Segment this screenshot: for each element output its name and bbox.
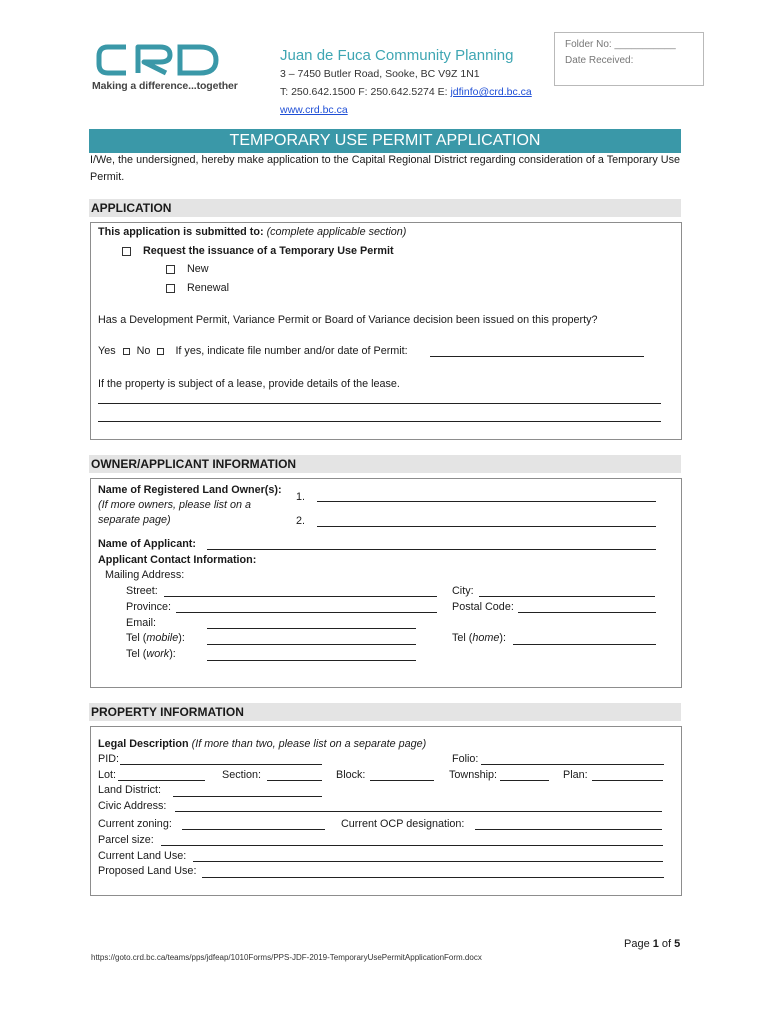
intro-text: I/We, the undersigned, hereby make application to the Capital Regional District regarding consideration of a Temporary Use Permit. — [90, 154, 680, 183]
address-line: 3 – 7450 Butler Road, Sooke, BC V9Z 1N1 — [280, 68, 480, 80]
postal-label: Postal Code: — [452, 601, 514, 613]
pid-label: PID: — [98, 753, 119, 765]
phone-fax: T: 250.642.1500 F: 250.642.5274 E: — [280, 86, 451, 98]
owner-heading: OWNER/APPLICANT INFORMATION — [89, 455, 681, 473]
folio-label: Folio: — [452, 753, 479, 765]
email-field[interactable] — [207, 628, 416, 629]
city-field[interactable] — [479, 596, 655, 597]
contact-line — [280, 83, 532, 101]
org-name: Juan de Fuca Community Planning — [280, 47, 514, 64]
city-label: City: — [452, 585, 474, 597]
tel-work-label: Tel (work): — [126, 648, 176, 660]
property-heading: PROPERTY INFORMATION — [89, 703, 681, 721]
section-label: Section: — [222, 769, 262, 781]
applicant-label: Name of Applicant: — [98, 538, 196, 550]
org-address — [280, 65, 532, 119]
footer-url: https://goto.crd.bc.ca/teams/pps/jdfeap/1010Forms/PPS-JDF-2019-TemporaryUsePermitApplicationForm.docx — [91, 953, 482, 962]
crd-logo — [96, 44, 221, 76]
pid-field[interactable] — [120, 764, 322, 765]
street-label: Street: — [126, 585, 158, 597]
lease-field-1[interactable] — [98, 403, 661, 404]
request-checkbox[interactable] — [122, 247, 131, 256]
owner-num-1: 1. — [296, 491, 306, 503]
section-field[interactable] — [267, 780, 322, 781]
new-checkbox[interactable] — [166, 265, 175, 274]
plan-field[interactable] — [592, 780, 663, 781]
ocp-label: Current OCP designation: — [341, 818, 465, 830]
renewal-option: Renewal — [166, 282, 229, 294]
email-link[interactable]: jdfinfo@crd.bc.ca — [450, 86, 532, 98]
owner-1-field[interactable] — [317, 501, 656, 502]
block-label: Block: — [336, 769, 366, 781]
lease-field-2[interactable] — [98, 421, 661, 422]
applicant-field[interactable] — [207, 549, 656, 550]
owner-2-field[interactable] — [317, 526, 656, 527]
province-label: Province: — [126, 601, 172, 613]
proposed-use-label: Proposed Land Use: — [98, 865, 197, 877]
reg-owner-note-2: separate page) — [98, 514, 171, 526]
tel-mobile-label: Tel (mobile): — [126, 632, 185, 644]
reg-owner-note-1: (If more owners, please list on a — [98, 499, 252, 511]
office-use-box — [554, 32, 704, 86]
tel-mobile-field[interactable] — [207, 644, 416, 645]
land-district-label: Land District: — [98, 784, 162, 796]
permit-number-field[interactable] — [430, 356, 644, 357]
tagline: Making a difference...together — [92, 80, 238, 92]
tel-home-label: Tel (home): — [452, 632, 507, 644]
street-field[interactable] — [164, 596, 437, 597]
page-number: Page 1 of 5 — [624, 938, 681, 950]
civic-label: Civic Address: — [98, 800, 167, 812]
mailing-label: Mailing Address: — [105, 569, 185, 581]
parcel-field[interactable] — [161, 845, 663, 846]
lot-field[interactable] — [118, 780, 205, 781]
email-label: Email: — [126, 617, 156, 629]
postal-field[interactable] — [518, 612, 656, 613]
proposed-use-field[interactable] — [202, 877, 664, 878]
zoning-field[interactable] — [182, 829, 325, 830]
application-heading: APPLICATION — [89, 199, 681, 217]
lot-label: Lot: — [98, 769, 117, 781]
folder-no: Folder No: ___________ — [565, 39, 676, 50]
block-field[interactable] — [370, 780, 434, 781]
contact-label: Applicant Contact Information: — [98, 554, 257, 566]
reg-owner-label: Name of Registered Land Owner(s): — [98, 484, 282, 496]
township-field[interactable] — [500, 780, 549, 781]
permit-question: Has a Development Permit, Variance Permit or Board of Variance decision been issued on this property? — [98, 314, 598, 326]
current-use-field[interactable] — [193, 861, 663, 862]
township-label: Township: — [449, 769, 498, 781]
zoning-label: Current zoning: — [98, 818, 172, 830]
legal-description: Legal Description (If more than two, please list on a separate page) — [98, 738, 427, 750]
yes-checkbox[interactable] — [123, 348, 130, 355]
website-link[interactable]: www.crd.bc.ca — [280, 104, 348, 116]
folio-field[interactable] — [481, 764, 664, 765]
civic-field[interactable] — [175, 811, 662, 812]
ocp-field[interactable] — [475, 829, 662, 830]
new-option: New — [166, 263, 209, 275]
province-field[interactable] — [176, 612, 437, 613]
renewal-checkbox[interactable] — [166, 284, 175, 293]
yes-no-row: Yes No If yes, indicate file number and/or date of Permit: — [98, 345, 408, 357]
no-checkbox[interactable] — [157, 348, 164, 355]
owner-num-2: 2. — [296, 515, 306, 527]
tel-work-field[interactable] — [207, 660, 416, 661]
submitted-to: This application is submitted to: (complete applicable section) — [98, 226, 407, 238]
land-district-field[interactable] — [173, 796, 322, 797]
request-option: Request the issuance of a Temporary Use Permit — [122, 245, 394, 257]
lease-prompt: If the property is subject of a lease, provide details of the lease. — [98, 378, 400, 390]
plan-label: Plan: — [563, 769, 588, 781]
tel-home-field[interactable] — [513, 644, 656, 645]
current-use-label: Current Land Use: — [98, 850, 187, 862]
parcel-label: Parcel size: — [98, 834, 154, 846]
crd-logo-icon — [96, 44, 221, 76]
date-received: Date Received: — [565, 55, 634, 66]
page-title: TEMPORARY USE PERMIT APPLICATION — [89, 129, 681, 153]
